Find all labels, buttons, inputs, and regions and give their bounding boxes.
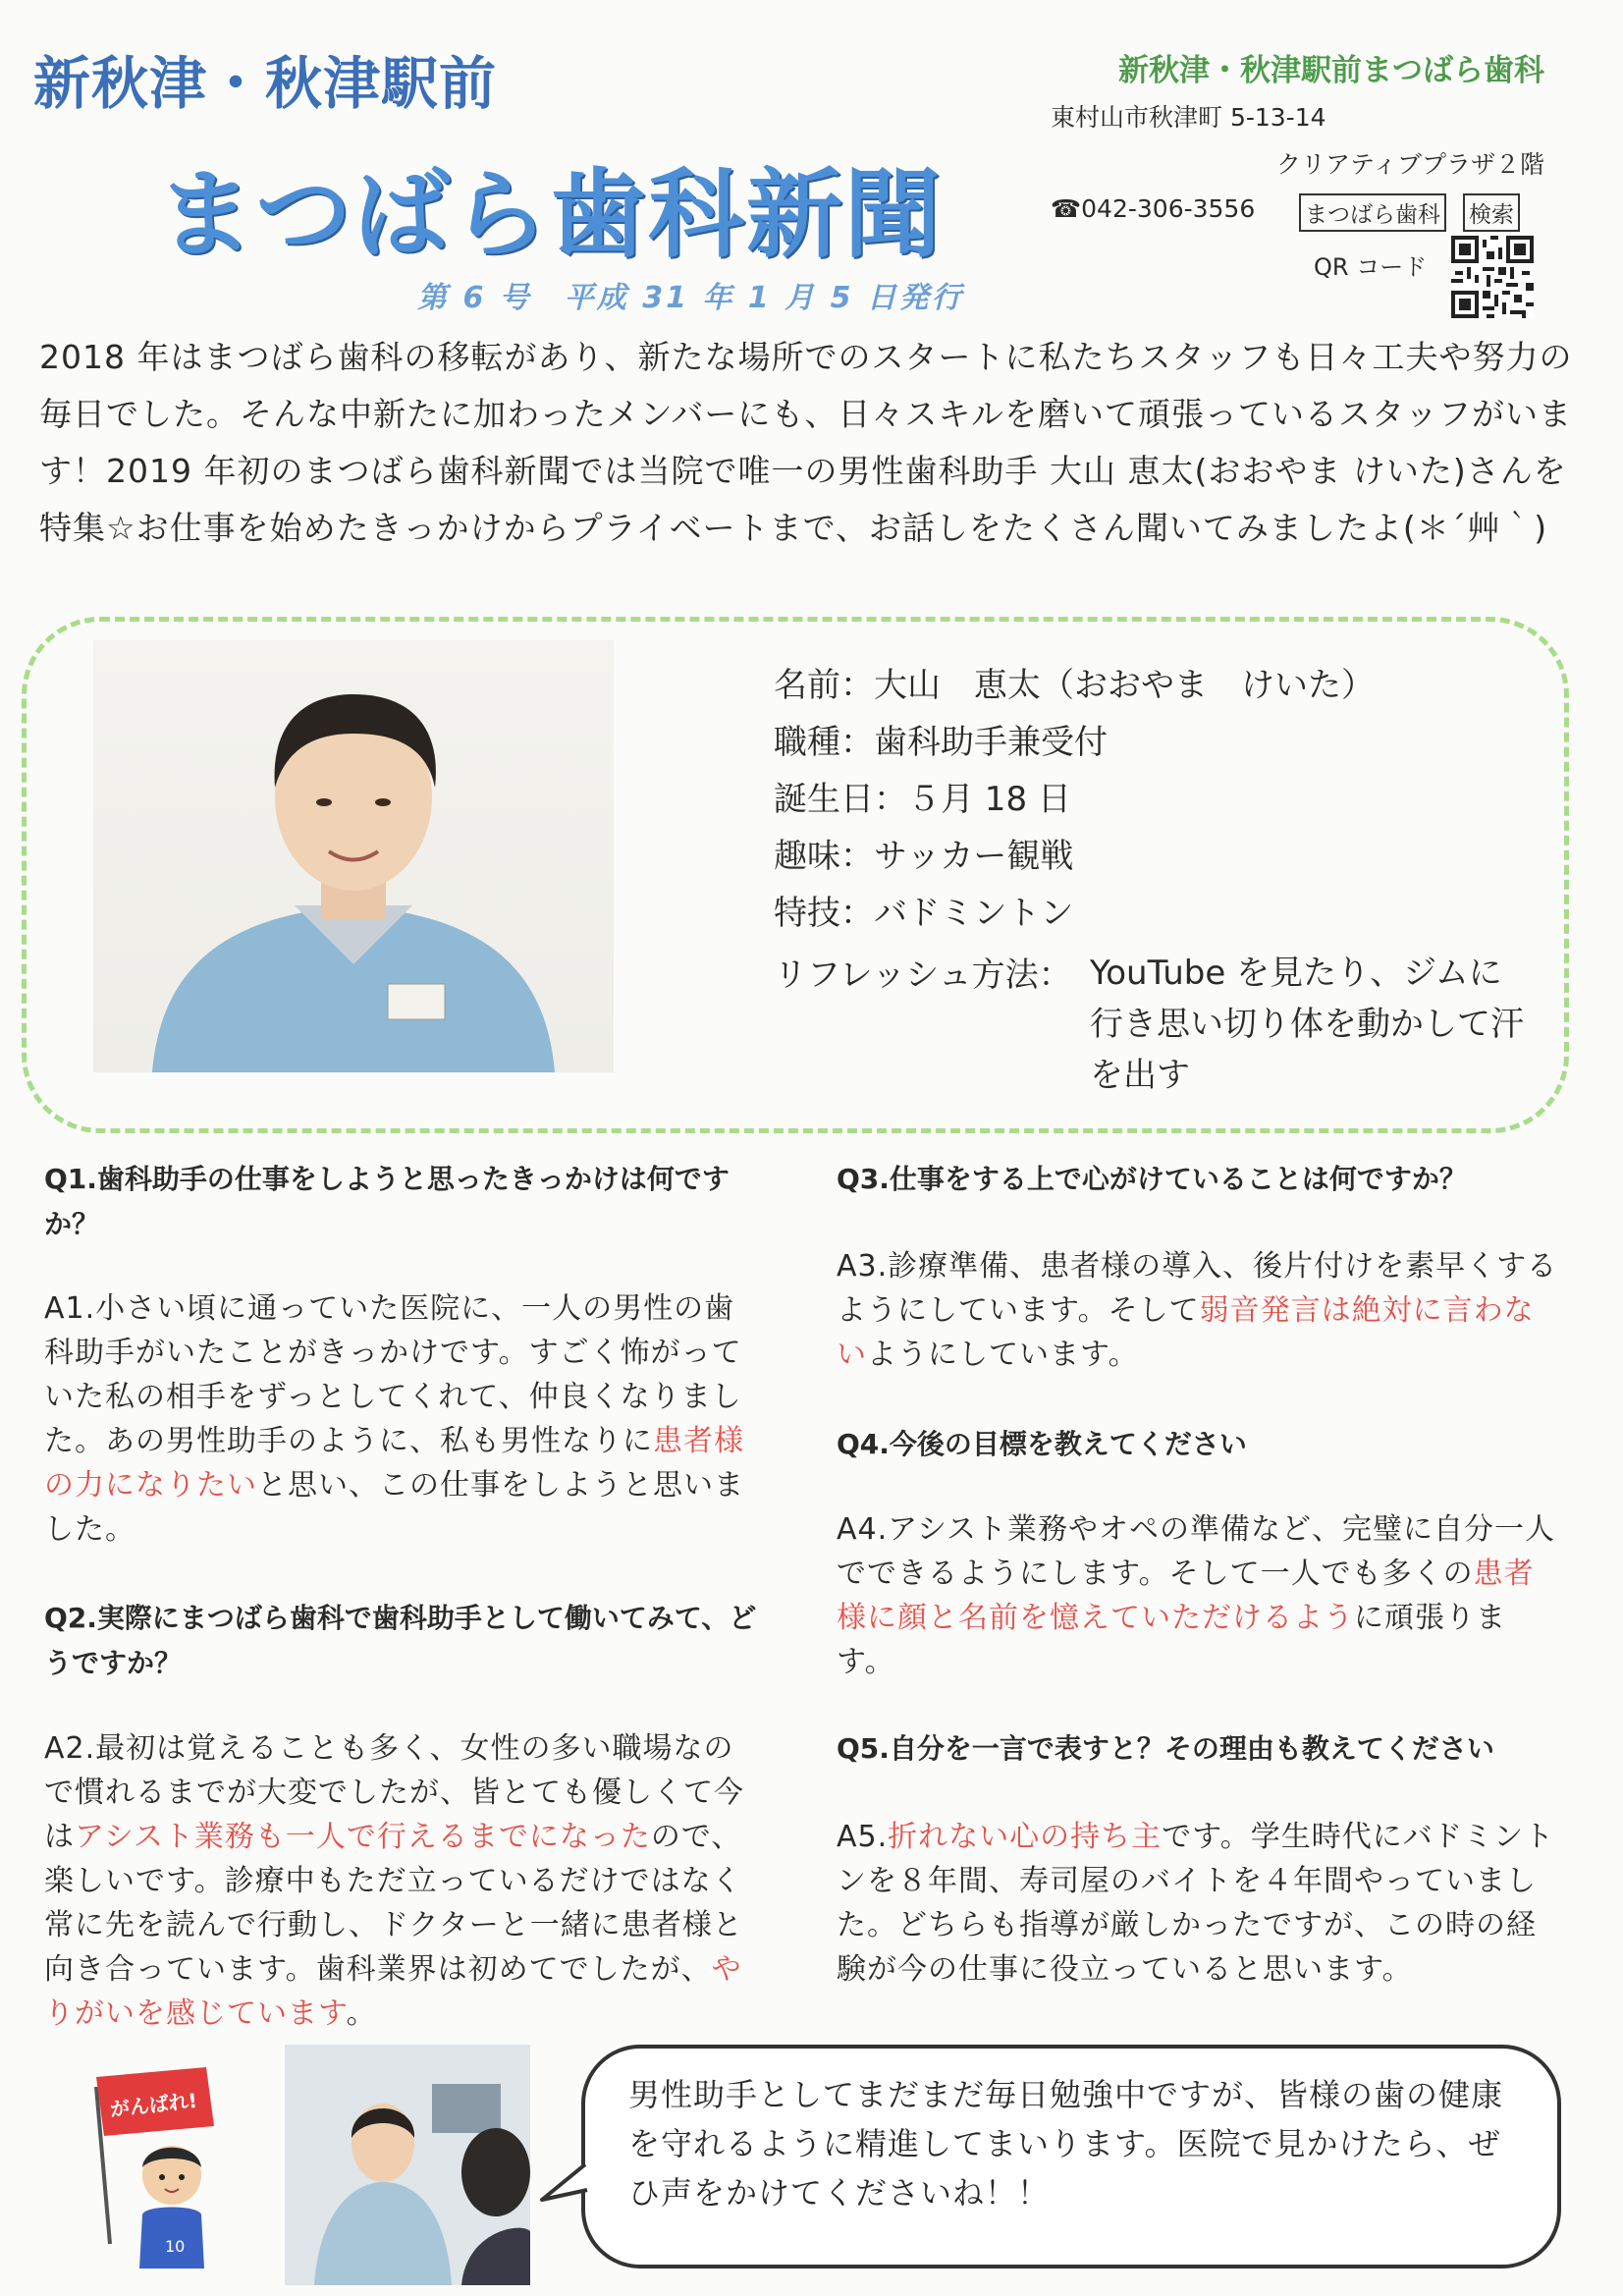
newsletter-subtitle: 新秋津・秋津駅前: [33, 50, 498, 117]
profile-hobby: 趣味：サッカー観戦: [774, 837, 1074, 876]
answer-5: A5.折れない心の持ち主です。学生時代にバドミントンを８年間、寿司屋のバイトを４年間やっていました。どちらも指導が厳しかったですが、この時の経験が今の仕事に役立っていると思います。: [837, 1820, 1555, 1987]
profile-birthday: 誕生日：５月 18 日: [774, 780, 1071, 819]
issue-date: 第 6 号 平成 31 年 1 月 5 日発行: [417, 281, 964, 315]
cheer-flag-text: がんばれ!: [108, 2088, 198, 2121]
question-3: Q3.仕事をする上で心がけていることは何ですか？: [837, 1163, 1467, 1195]
profile-refresh-value: YouTube を見たり、ジムに行き思い切り体を動かして汗を出す: [1090, 954, 1524, 1095]
answer-1: A1.小さい頃に通っていた医院に、一人の男性の歯科助手がいたことがきっかけです。すごく怖がっていた私の相手をずっとしてくれて、仲良くなりました。あの男性助手のように、私も男性なりに患者様の力になりたいと思い、この仕事をしようと思いました。: [44, 1291, 744, 1547]
question-5: Q5.自分を一言で表すと？その理由も教えてください: [837, 1732, 1494, 1765]
profile-refresh-label: リフレッシュ方法：: [774, 956, 1072, 995]
clinic-building: クリアティブプラザ２階: [1275, 150, 1544, 179]
profile-job: 職種：歯科助手兼受付: [774, 723, 1108, 762]
answer-1-highlight: 患者様の力になりたい: [44, 1424, 744, 1503]
clinic-address: 東村山市秋津町 5-13-14: [1051, 103, 1326, 132]
intro-paragraph: 2018 年はまつばら歯科の移転があり、新たな場所でのスタートに私たちスタッフも日々工夫や努力の毎日でした。そんな中新たに加わったメンバーにも、日々スキルを磨いて頑張っているスタッフがいます！2019 年初のまつばら歯科新聞では当院で唯一の男性歯科助手 大山 恵太(おおやま けいた)さんを特集☆お仕事を始めたきっかけからプライベートまで、お話しをたくさん聞いてみましたよ(＊´艸｀): [39, 338, 1573, 547]
answer-4-highlight: 患者様に顔と名前を憶えていただけるよう: [837, 1557, 1535, 1635]
answer-2-highlight-2: やりがいを感じています: [44, 1952, 742, 2031]
answer-3-highlight: 弱音発言は絶対に言わない: [837, 1293, 1535, 1372]
answer-5-highlight: 折れない心の持ち主: [888, 1820, 1163, 1854]
closing-message: 男性助手としてまだまだ毎日勉強中ですが、皆様の歯の健康を守れるように精進してまいります。医院で見かけたら、ぜひ声をかけてくださいね！！: [628, 2076, 1504, 2212]
clinic-phone: ☎042-306-3556: [1051, 194, 1256, 223]
answer-2-highlight: アシスト業務も一人で行えるまでになった: [75, 1820, 651, 1854]
answer-4: A4.アシスト業務やオペの準備など、完璧に自分一人でできるようにします。そして一人でも多くの患者様に顔と名前を憶えていただけるように頑張ります。: [837, 1512, 1556, 1679]
search-term-box: まつばら歯科: [1299, 193, 1446, 232]
search-button-label: 検索: [1463, 193, 1520, 232]
staff-portrait: [93, 640, 614, 1072]
speech-bubble-tail-icon: [538, 2160, 597, 2219]
answer-3: A3.診療準備、患者様の導入、後片付けを素早くするようにしています。そして弱音発言は絶対に言わないようにしています。: [837, 1249, 1558, 1372]
question-2: Q2.実際にまつばら歯科で歯科助手として働いてみて、どうですか？: [44, 1602, 757, 1679]
qr-code-icon: [1451, 236, 1534, 318]
profile-skill: 特技：バドミントン: [774, 894, 1074, 933]
staff-at-work-photo: [285, 2045, 530, 2285]
qr-label: QR コード: [1314, 253, 1428, 281]
svg-text:10: 10: [165, 2237, 186, 2256]
profile-name: 名前：大山 恵太（おおやま けいた）: [774, 666, 1375, 705]
question-1: Q1.歯科助手の仕事をしようと思ったきっかけは何ですか？: [44, 1163, 730, 1240]
answer-2: A2.最初は覚えることも多く、女性の多い職場なので慣れるまでが大変でしたが、皆とても優しくて今はアシスト業務も一人で行えるまでになったので、楽しいです。診療中もただ立っているだけではなく常に先を読んで行動し、ドクターと一緒に患者様と向き合っています。歯科業界は初めてでしたが、やりがいを感じています。: [44, 1731, 744, 2031]
cheering-boy-illustration: [88, 2057, 236, 2273]
clinic-name: 新秋津・秋津駅前まつばら歯科: [1118, 53, 1544, 88]
question-4: Q4.今後の目標を教えてください: [837, 1428, 1247, 1460]
newsletter-title: まつばら歯科新聞: [157, 159, 944, 271]
